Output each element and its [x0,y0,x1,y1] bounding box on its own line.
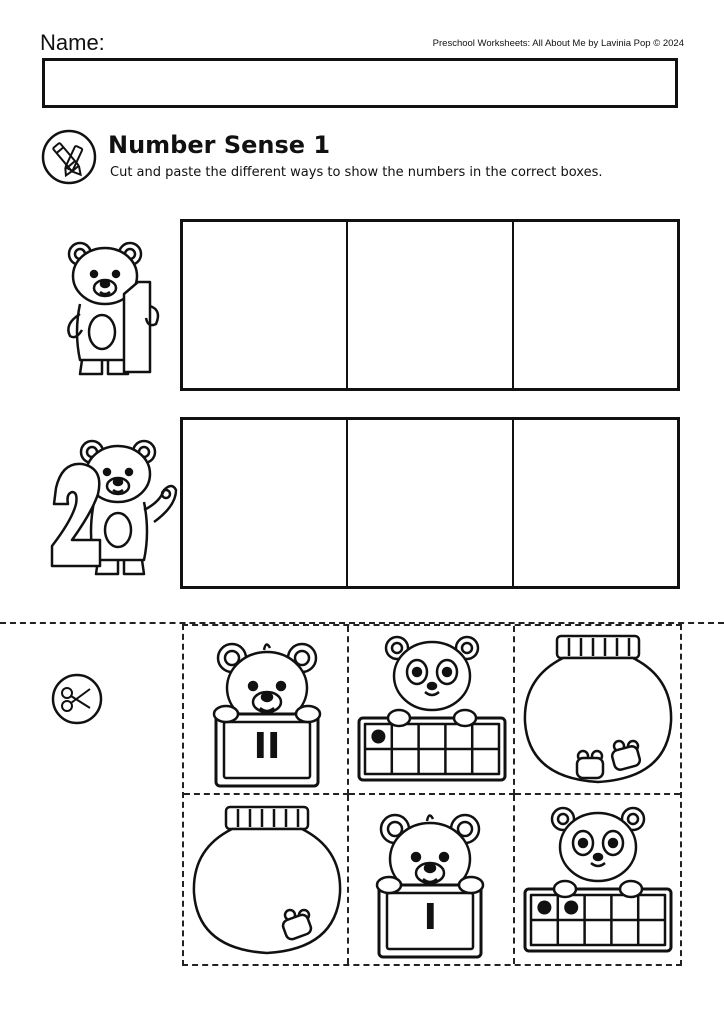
ten-frame-counter [564,901,578,915]
paste-box[interactable] [514,222,677,388]
cutout-card[interactable] [349,795,514,964]
name-label: Name: [40,30,105,55]
worksheet-instruction: Cut and paste the different ways to show the numbers in the correct boxes. [110,165,603,180]
cutout-card[interactable] [184,795,349,964]
credit-text: Preschool Worksheets: All About Me by Lavinia Pop © 2024 [432,38,684,49]
paste-box[interactable] [348,420,513,586]
ten-frame-counter [372,730,386,744]
cutout-card[interactable] [184,626,349,795]
worksheet-title: Number Sense 1 [108,131,331,159]
cutout-grid [182,624,682,966]
bear-sign-illustration [184,626,349,794]
cutout-card[interactable] [515,795,680,964]
paste-box[interactable] [514,420,677,586]
paste-row-number-2 [180,417,680,589]
paste-box[interactable] [183,222,348,388]
ten-frame-counter [537,901,551,915]
tally-mark-text: I [423,897,438,938]
cutout-card[interactable] [515,626,680,795]
tally-mark-text: II [253,726,281,767]
panda-ten-frame-illustration [515,795,680,963]
scissors-icon [50,672,104,726]
bear-number-2-illustration [48,432,178,582]
bear-number-1-illustration [58,232,168,382]
jar-gummies-illustration [515,626,680,794]
cutout-card[interactable] [349,626,514,795]
crayon-pencil-icon [40,128,98,186]
paste-box[interactable] [348,222,513,388]
panda-ten-frame-illustration [349,626,514,794]
paste-row-number-1 [180,219,680,391]
paste-box[interactable] [183,420,348,586]
name-field[interactable] [42,58,678,108]
jar-gummies-illustration [184,795,349,963]
